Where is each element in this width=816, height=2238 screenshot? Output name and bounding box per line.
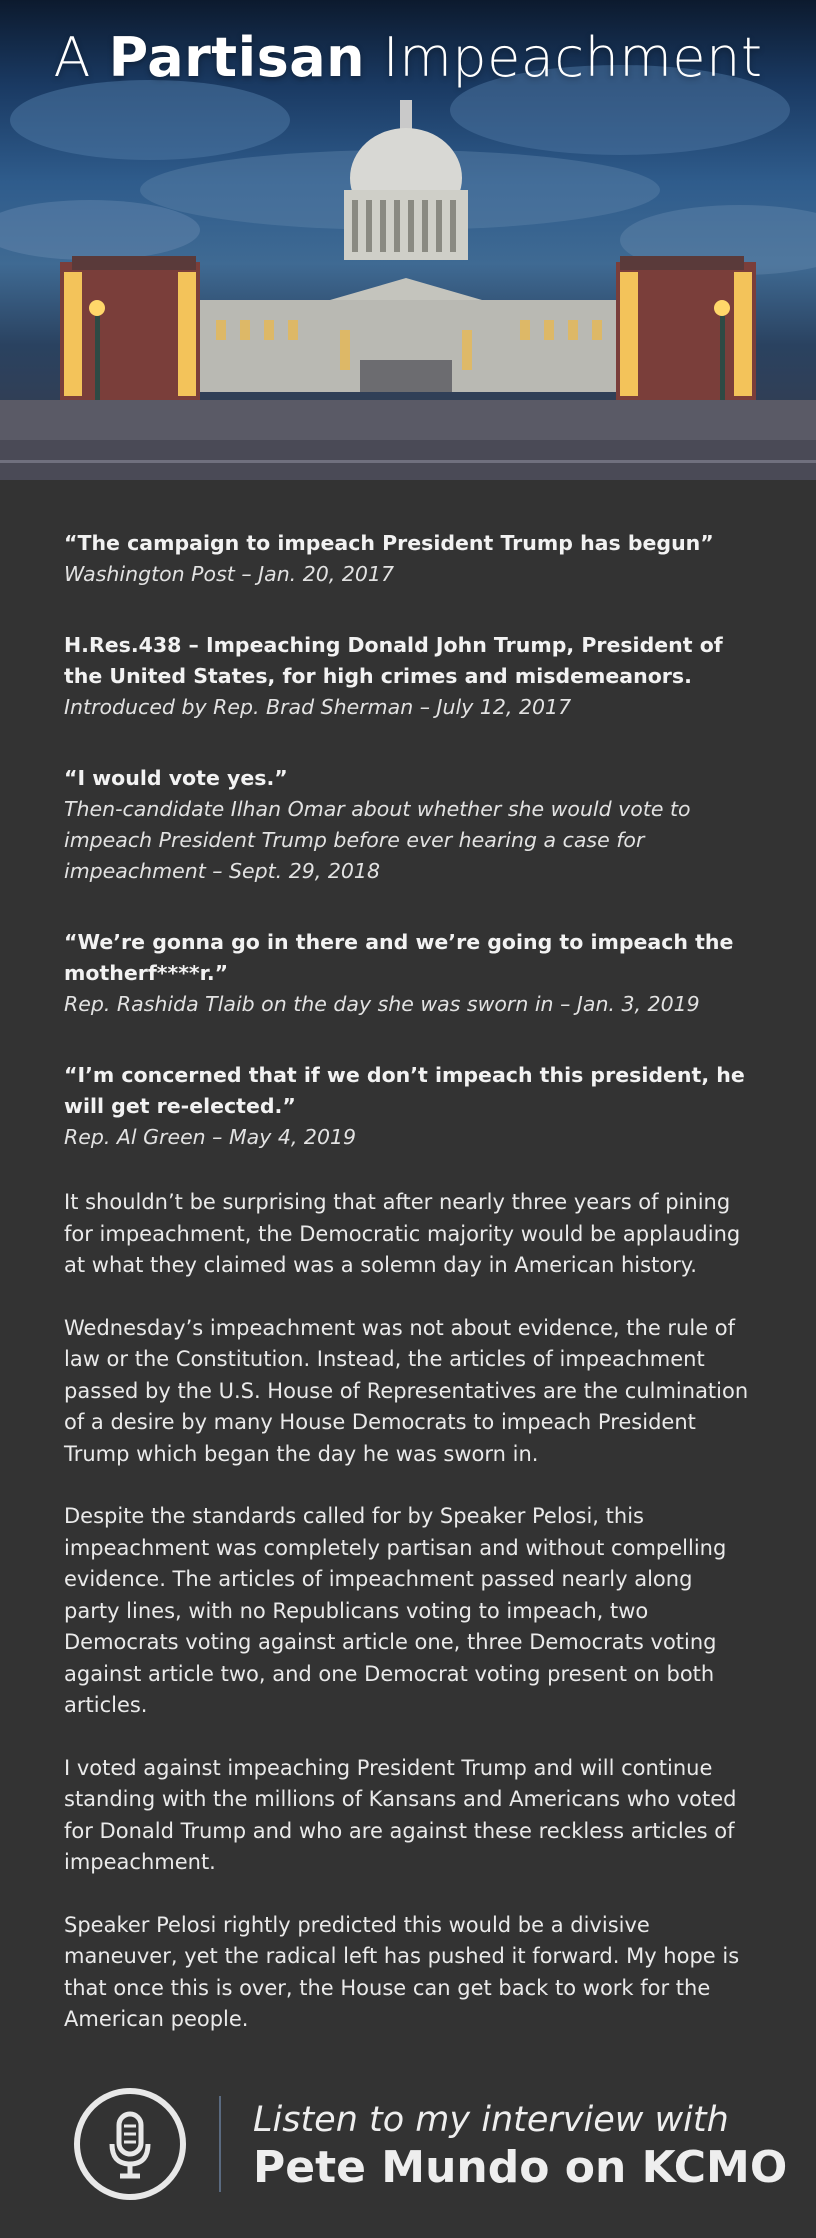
page-title: A Partisan Impeachment [53,26,763,89]
quote-source: Washington Post – Jan. 20, 2017 [64,562,395,586]
quote-block [64,528,752,590]
quote-block [64,1060,752,1153]
quote-source: Introduced by Rep. Brad Sherman – July 12, 2017 [64,695,572,719]
quote-source: Rep. Rashida Tlaib on the day she was sworn in – Jan. 3, 2019 [64,992,700,1016]
hero-banner [0,0,816,480]
interview-link[interactable] [0,2080,816,2220]
quote-text: “I’m concerned that if we don’t impeach this president, he will get re-elected.” [64,1063,745,1118]
footer-divider [219,2096,221,2192]
quote-source: Rep. Al Green – May 4, 2019 [64,1125,357,1149]
article-body [0,480,816,2036]
interview-station: Pete Mundo on KCMO [253,2142,788,2193]
body-paragraph: Wednesday’s impeachment was not about evidence, the rule of law or the Constitution. Instead, the articles of impeachment passed by the U.S. House of Representatives are the culmination of a desire by many House Democrats to impeach President Trump which began the day he was sworn in. [64,1315,749,1466]
body-paragraph: Despite the standards called for by Speaker Pelosi, this impeachment was completely partisan and without compelling evidence. The articles of impeachment passed nearly along party lines, with no Republicans voting to impeach, two Democrats voting against article one, three Democrats voting against article two, and one Democrat voting present on both articles. [64,1504,727,1717]
microphone-icon [74,2088,186,2200]
body-paragraph: I voted against impeaching President Trump and will continue standing with the millions of Kansans and Americans who voted for Donald Trump and who are against these reckless articles of impeachment. [64,1755,737,1874]
quote-source: Then-candidate Ilhan Omar about whether she would vote to impeach President Trump before ever hearing a case for impeachment – Sept. 29, 2018 [64,797,691,883]
listen-prompt: Listen to my interview with [253,2100,729,2140]
quote-text: “I would vote yes.” [64,766,288,790]
quote-text: H.Res.438 – Impeaching Donald John Trump, President of the United States, for high crimes and misdemeanors. [64,633,723,688]
quote-block [64,927,752,1020]
body-paragraph: Speaker Pelosi rightly predicted this would be a divisive maneuver, yet the radical left has pushed it forward. My hope is that once this is over, the House can get back to work for the American people. [64,1912,740,2031]
quote-block [64,630,752,723]
quote-block [64,763,752,887]
quote-text: “The campaign to impeach President Trump has begun” [64,531,714,555]
quote-text: “We’re gonna go in there and we’re going to impeach the motherf****r.” [64,930,734,985]
body-paragraph: It shouldn’t be surprising that after nearly three years of pining for impeachment, the Democratic majority would be applauding at what they claimed was a solemn day in American history. [64,1190,741,1277]
